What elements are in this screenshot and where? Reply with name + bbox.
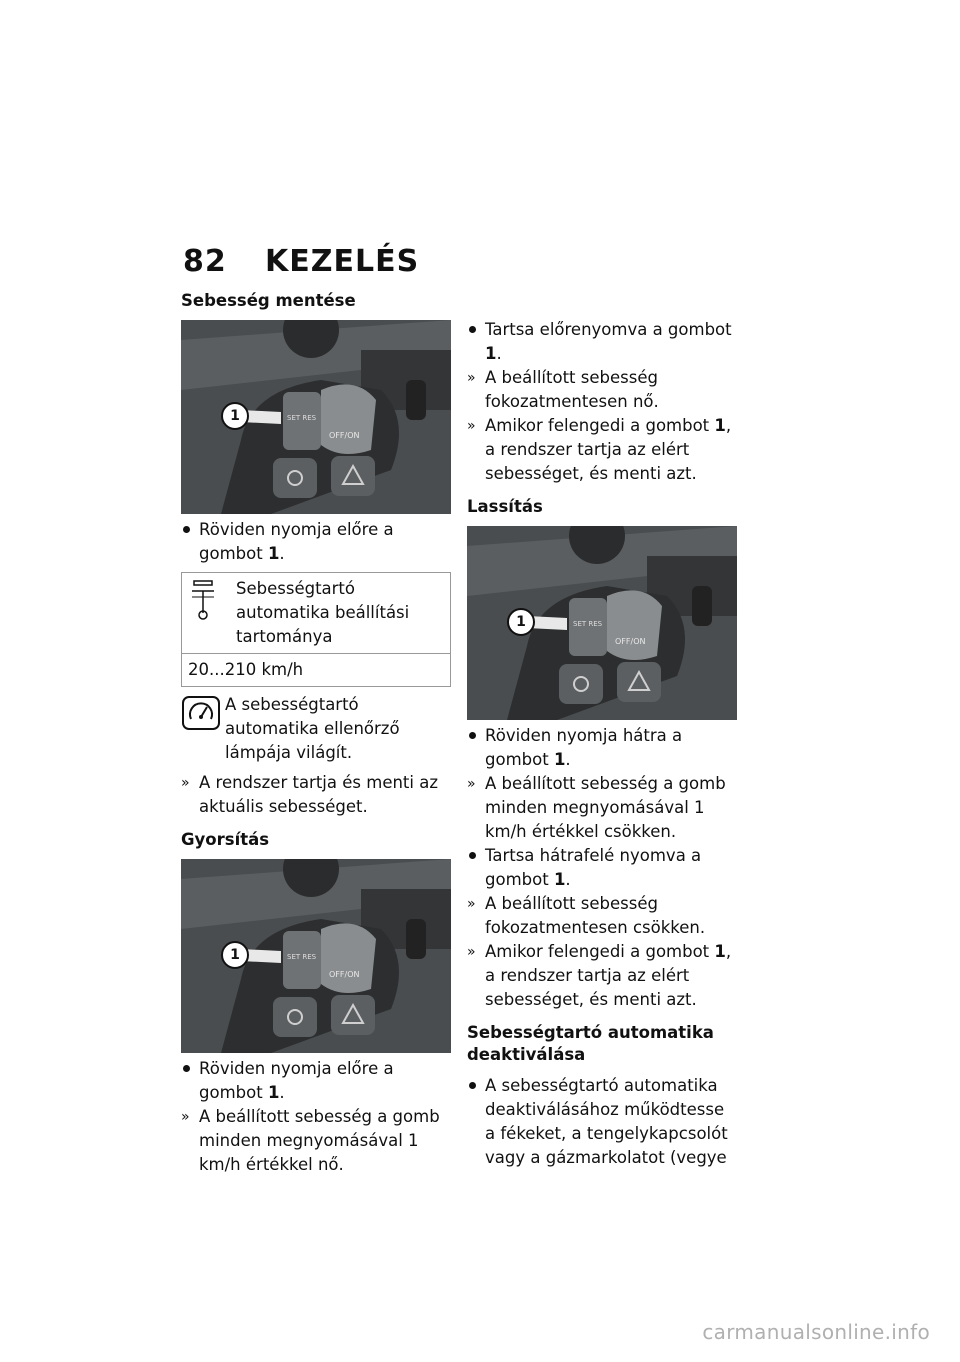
result-item: » A beállított sebesség a gomb minden megnyomásával 1 km/h értékkel csökken. [467,774,726,841]
cruise-control-indicator-icon [181,693,221,733]
bullet-icon [183,526,190,533]
result-arrow-icon: » [467,418,476,434]
section-heading-save: Sebesség mentése [181,291,356,310]
adjustment-range-icon [188,577,218,621]
bullet-icon [183,1065,190,1072]
result-arrow-icon: » [467,896,476,912]
step-item: Röviden nyomja előre a gombot 1. [181,518,451,566]
page-number: 82 [183,244,227,279]
svg-text:OFF/ON: OFF/ON [329,970,360,979]
left-column [181,290,451,1177]
callout-1: 1 [221,941,249,969]
result-item: » A beállított sebesség a gomb minden megnyomásával 1 km/h értékkel nő. [181,1107,440,1174]
photo-handlebar-switch [181,859,451,1053]
svg-text:OFF/ON: OFF/ON [329,431,360,440]
result-arrow-icon: » [181,775,190,791]
section-heading-deactivate: Sebességtartó automatika deaktiválása [467,1023,714,1064]
step-item: Röviden nyomja hátra a gombot 1. [467,724,737,772]
section-heading-accel: Gyorsítás [181,830,270,849]
bullet-icon [469,732,476,739]
bullet-icon [469,852,476,859]
photo-handlebar-switch [181,320,451,514]
svg-text:OFF/ON: OFF/ON [615,637,646,646]
callout-1: 1 [221,402,249,430]
result-arrow-icon: » [467,944,476,960]
callout-1: 1 [507,608,535,636]
page-title: KEZELÉS [265,244,420,279]
svg-text:SET RES: SET RES [287,414,317,422]
svg-text:SET RES: SET RES [573,620,603,628]
result-arrow-icon: » [467,370,476,386]
spec-value: 20...210 km/h [182,654,451,687]
spec-table [181,572,451,687]
svg-text:SET RES: SET RES [287,953,317,961]
photo-handlebar-switch [467,526,737,720]
spec-label: Sebességtartó automatika beállítási tartománya [230,573,451,654]
bullet-icon [469,326,476,333]
watermark: carmanualsonline.info [702,1320,930,1344]
step-item: Röviden nyomja előre a gombot 1. [181,1057,451,1105]
result-item: » Amikor felengedi a gombot 1, a rendszer tartja az elért sebességet, és menti azt. [467,416,732,483]
step-item: Tartsa előrenyomva a gombot 1. [467,318,737,366]
result-item: » A beállított sebesség fokozatmentesen nő. [467,368,659,411]
indicator-note [181,693,451,765]
section-heading-decel: Lassítás [467,497,543,516]
page-header [183,244,419,279]
indicator-note-text: A sebességtartó automatika ellenőrző lámpája világít. [225,695,400,762]
result-arrow-icon: » [181,1109,190,1125]
result-item: » A rendszer tartja és menti az aktuális sebességet. [181,773,438,816]
step-item: Tartsa hátrafelé nyomva a gombot 1. [467,844,737,892]
step-item: A sebességtartó automatika deaktiválásához működtesse a fékeket, a tengelykapcsolót vagy a gázmarkolatot (vegye [467,1074,737,1170]
result-item: » A beállított sebesség fokozatmentesen csökken. [467,894,706,937]
right-column [467,318,737,1170]
result-arrow-icon: » [467,776,476,792]
bullet-icon [469,1082,476,1089]
result-item: » Amikor felengedi a gombot 1, a rendszer tartja az elért sebességet, és menti azt. [467,942,732,1009]
